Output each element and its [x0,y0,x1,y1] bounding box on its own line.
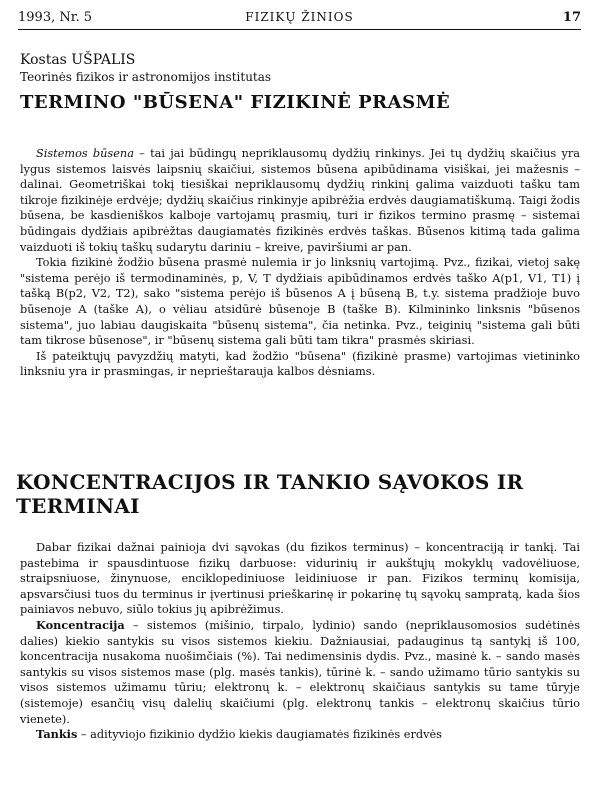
paragraph [20,618,580,727]
article-body [20,146,580,380]
section-title: KONCENTRACIJOS IR TANKIO SĄVOKOS IR TERMINAI [16,470,524,518]
journal-name: FIZIKŲ ŽINIOS [245,10,354,24]
author-institute: Teorinės fizikos ir astronomijos institutas [20,70,272,84]
paragraph [20,146,580,255]
running-header [18,10,581,28]
paragraph-lead: Sistemos būsena [36,147,134,160]
paragraph-text: – adityviojo fizikinio dydžio kiekis daugiamatės fizikinės erdvės [77,728,442,742]
article-title: TERMINO "BŪSENA" FIZIKINĖ PRASMĖ [20,92,451,113]
paragraph-lead: Koncentracija [36,617,125,632]
paragraph [20,540,580,618]
header-rule [18,29,581,30]
paragraph-text: Iš pateiktųjų pavyzdžių matyti, kad žodžio "būsena" (fizikinė prasme) vartojimas vietininko linksniu yra ir prasmingas, ir neprieštarauja kalbos dėsniams. [20,349,580,379]
paragraph-text: – sistemos (mišinio, tirpalo, lydinio) sando (nepriklausomosios sudėtinės dalies) kiekio santykis su visos sistemos kiekiu. Dažniausiai, padauginus tą santykį iš 100, koncentracija nusakoma nuošimčiais (%). Tai nedimensinis dydis. Pvz., masinė k. – sando masės santykis su visos sistemos mase (plg. masės tankis), tūrinė k. – sando užimamo tūrio santykis su visos sistemos užimamu tūriu; elektronų k. – elektronų skaičiaus santykis su tame tūryje (sistemoje) esančių visų dalelių skaičiumi (plg. elektronų tankis – elektronų skaičius tūrio vienete). [20,618,580,726]
paragraph [20,255,580,349]
paragraph-text: – tai jai būdingų nepriklausomų dydžių rinkinys. Jei tų dydžių skaičius yra lygus sistemos laisvės laipsnių skaičiui, sistemos būsena apibūdinama visiškai, jei mažesnis – dalinai. Geometriškai tokį tiesiškai nepriklausomų dydžių rinkinį galima vaizduoti tašku tam tikroje fizikinėje erdvėje; dydžių skaičius rinkinyje apibrėžia erdvės daugiamatiškumą. Taigi žodis būsena, be kasdieniškos kalboje vartojamų prasmių, turi ir fizikos termino prasmę – sistemai būdingais dydžiais apibrėžtas daugiamatės fizikinės erdvės taškas. Būsenos kitimą tada galima vaizduoti iš tokių taškų sudarytu dariniu – kreive, paviršiumi ar pan. [20,147,580,254]
paragraph-text: Dabar fizikai dažnai painioja dvi sąvokas (du fizikos terminus) – koncentraciją ir tankį. Tai pastebima ir spausdintuose fizikų darbuose: vidurinių ir aukštųjų mokyklų vadovėliuose, straipsniuose, žinynuose, enciklopediniuose leidiniuose ir pan. Fizikos terminų komisija, apsvarsčiusi tuos du terminus ir įvertinusi prieškarinę ir pokarinę tų sąvokų sampratą, kada šios painiavos nebuvo, siūlo tokius jų apibrėžimus. [20,541,580,617]
page-number: 17 [562,10,581,25]
paragraph-lead: Tankis [36,727,78,742]
section-body [20,540,580,743]
author-name: Kostas UŠPALIS [20,52,136,68]
issue-label: 1993, Nr. 5 [18,10,93,25]
paragraph-text: Tokia fizikinė žodžio būsena prasmė nulemia ir jo linksnių vartojimą. Pvz., fizikai, vietoj sakę "sistema perėjo iš termodinaminės, p, V, T dydžiais apibūdinamos erdvės taško A(p1, V1, T1) į tašką B(p2, V2, T2), sako "sistema perėjo iš būsenos A į būseną B, t.y. sistema pradžioje buvo būsenoje A (taške A), o vėliau atsidūrė būsenoje B (taške B). Kilmininko linksnis "būsenos sistema", juo labiau daugiskaita "būsenų sistema", čia netinka. Pvz., teiginių "sistema gali būti tam tikrose būsenose", ir "būsenų sistema gali būti tam tikra" prasmės skiriasi. [20,256,580,348]
paragraph [20,727,580,743]
paragraph [20,349,580,380]
